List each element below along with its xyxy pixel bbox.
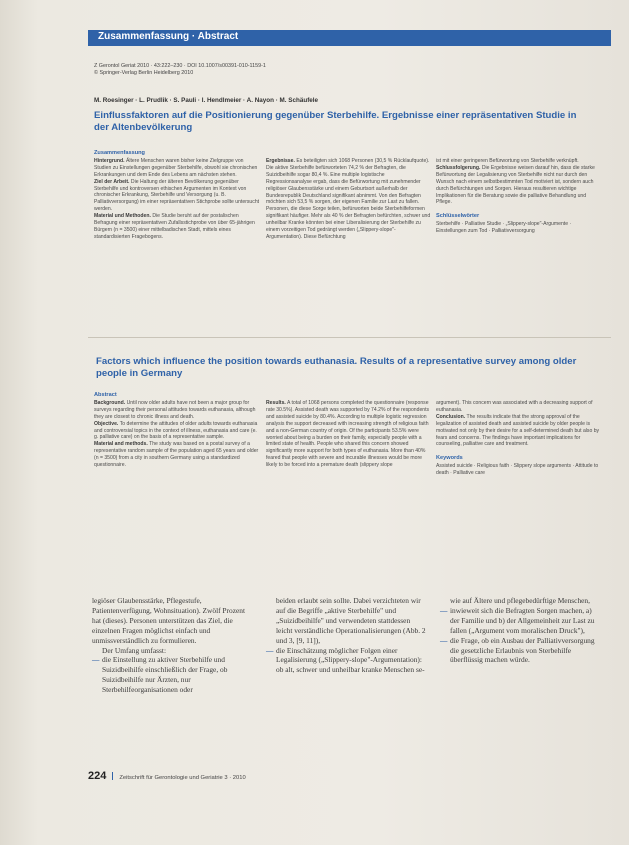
publication-info (94, 63, 266, 77)
en-results-text: A total of 1068 persons completed the questionnaire (response rate 30.5%). Assisted death was supported by 74.2% of the respondents and assisted suicide by 80.4%. According to multiple logistic regression analysis the support decreased with increasing strength of religious faith and a non-German country of origin. Of the participants 53.5% were worried about being a burden on their family, especially people with a limited state of health. People who shared this concern showed significantly more support for both types of euthanasia. More than 40% feared that people with severe and incurable illnesses would be more likely to be forced into a premature death (slippery slope (266, 400, 430, 469)
body-col1-text: legiöser Glaubensstärke, Pflegestufe, Patientenverfügung, Wohnsituation). Zwölf Prozent hat (dieses). Personen unterstützen das Ziel, die einzelnen Fragen möglichst einfach und unmissverständlich zu formulieren. (92, 596, 246, 645)
en-objective-text: To determine the attitudes of older adults towards euthanasia and controversial topics in the context of illness, euthanasia and care (e. g. palliative care) on the basis of a representative sample. (94, 420, 258, 441)
de-abstract-col-3 (436, 158, 601, 235)
de-methods-label: Material und Methoden. (94, 213, 151, 220)
page-footer (88, 770, 246, 782)
footer-journal: Zeitschrift für Gerontologie und Geriatrie 3 · 2010 (119, 775, 246, 781)
de-results-cont: ist mit einer geringeren Befürwortung von Sterbehilfe verknüpft. (436, 158, 579, 164)
de-results-text: Es beteiligten sich 1068 Personen (30,5 % Rücklaufquote). Die aktive Sterbehilfe befürworteten 74,2 % der Befragten, die Suizidbeihilfe sogar 80,4 %. Eine multiple logistische Regressionsanalyse ergab, dass die Befürwortung mit zunehmender religiöser Glaubensstärke und einem Geburtsort außerhalb der Bundesrepublik Deutschland signifikant abnimmt. Von den Befragten möchten sich 53,5 % sorgen, der eigenen Familie zur Last zu fallen. Personen, die diese Sorge teilen, befürworten beide Sterbehilfeformen signifikant häufiger. Mehr als 40 % der Befragten befürchten, schwer und unheilbar Kranke könnten bei einer Liberalisierung der Sterbehilfe zu einem vorzeitigen Tod gedrängt werden („Slippery-slope"-Argumentation). Diese Befürchtung (266, 158, 431, 240)
body-col1-subheading: Der Umfang umfasst: (102, 645, 167, 655)
de-objective-text: Die Haltung der älteren Bevölkerung gegenüber Sterbehilfe und kontroversen ethischen Argumenten im Kontext von chronischer Erkrankung, Sterbehilfe und Versorgung (u. B. Palliativversorgung) im einer repräsentativen Stichprobe sollte untersucht werden. (94, 178, 260, 213)
body-col-2 (266, 596, 428, 675)
abstract-banner (88, 30, 611, 46)
page-number: 224 (88, 770, 107, 782)
en-methods-text: The study was based on a postal survey of a representative random sample of the population aged 65 years and older (n = 3500) from a city in southern Germany using a standardized questionnaire. (94, 441, 259, 469)
en-conclusion-text: The results indicate that the strong approval of the legalization of assisted death and assisted suicide by older people is motivated not only by their desire for a self-determined death but also by fears and concerns. The findings have important implications for counseling, palliative care and treatment. (436, 413, 600, 448)
de-conclusion-label: Schlussfolgerung. (436, 164, 481, 171)
body-col2-bullet: — die Einschätzung möglicher Folgen einer Legalisierung („Slippery-slope"-Argumentation): ob alt, schwer und unheilbar kranke Menschen se- (276, 646, 428, 676)
en-abstract-col-2 (266, 400, 431, 469)
journal-citation: Z Gerontol Geriat 2010 · 43:222–230 · DOI 10.1007/s00391-010-1159-1 (94, 63, 266, 69)
en-abstract-heading: Abstract (94, 392, 117, 398)
english-title: Factors which influence the position towards euthanasia. Results of a representative survey among older people in Germany (96, 356, 577, 379)
body-col2-text: beiden erlaubt sein sollte. Dabei verzichteten wir auf die Begriffe „aktive Sterbehilfe" und „Suizidbeihilfe" und verwendeten stattdessen leicht verständliche Operationalisierungen (Abb. 2 und 3, [9, 11]), (276, 596, 426, 645)
de-abstract-heading: Zusammenfassung (94, 150, 145, 156)
en-background-text: Until now older adults have not been a major group for surveys regarding their personal attitudes towards euthanasia, although they are closest to chronic illness and death. (94, 399, 256, 420)
body-col3-bullet-1: — inwieweit sich die Befragten Sorgen machen, a) der Familie und b) der Allgemeinheit zur Last zu fallen („Argument vom moralischen Druck"), (450, 606, 600, 636)
de-conclusion-text: Die Ergebnisse weisen darauf hin, dass die starke Befürwortung der Legalisierung von Sterbehilfe nicht nur durch den Wunsch nach einem selbstbestimmten Tod motiviert ist, sondern auch durch Befürchtungen und Sorgen. Hieraus resultieren wichtige Implikationen für die Beratung sowie die palliative Behandlung und Pflege. (436, 164, 595, 206)
de-keywords-heading: Schlüsselwörter (436, 213, 480, 220)
en-abstract-col-1 (94, 392, 260, 469)
body-col1-bullet: — die Einstellung zu aktiver Sterbehilfe und Suizidbeihilfe einschließlich der Frage, ob Suizidbeihilfe nur Ärzten, nur Sterbehilfeorganisationen oder (102, 655, 254, 695)
de-keywords: Sterbehilfe · Palliative Studie · „Slippery-slope"-Argumente · Einstellungen zum Tod · Palliativversorgung (436, 221, 572, 235)
author-list: M. Roesinger · L. Prudlik · S. Pauli · I. Hendlmeier · A. Nayon · M. Schäufele (94, 97, 319, 104)
body-col-1 (92, 596, 254, 695)
de-abstract-col-2 (266, 158, 431, 241)
en-results-label: Results. (266, 400, 286, 406)
footer-divider (112, 772, 113, 780)
banner-title: Zusammenfassung · Abstract (98, 31, 239, 42)
body-col3-text: wie auf Ältere und pflegebedürftige Menschen, (450, 596, 590, 605)
publisher-line: © Springer-Verlag Berlin Heidelberg 2010 (94, 70, 194, 76)
de-background-label: Hintergrund. (94, 157, 125, 164)
abstract-divider (88, 337, 611, 338)
en-results-cont: argument). This concern was associated with a decreasing support of euthanasia. (436, 400, 593, 413)
en-conclusion-label: Conclusion. (436, 413, 466, 420)
de-objective-label: Ziel der Arbeit. (94, 178, 130, 185)
body-col-3 (440, 596, 600, 665)
en-keywords: Assisted suicide · Religious faith · Slippery slope arguments · Attitude to death · Palliative care (436, 463, 599, 477)
de-abstract-col-1 (94, 150, 260, 241)
en-background-label: Background. (94, 399, 126, 406)
de-results-label: Ergebnisse. (266, 158, 295, 164)
german-title: Einflussfaktoren auf die Positionierung gegenüber Sterbehilfe. Ergebnisse einer repräsentativen Studie in der Altenbevölkerung (94, 110, 577, 133)
body-col3-bullet-2: — die Frage, ob ein Ausbau der Palliativversorgung die gesetzliche Erlaubnis von Sterbehilfe überflüssig machen würde. (450, 636, 600, 666)
en-objective-label: Objective. (94, 420, 119, 427)
de-background-text: Ältere Menschen waren bisher keine Zielgruppe von Studien zu Einstellungen gegenüber Sterbehilfe, obwohl sie chronischen Erkrankungen und dem Ende des Lebens am nächsten stehen. (94, 157, 258, 178)
de-methods-text: Die Studie beruht auf der postalischen Befragung einer repräsentativen Zufallsstichprobe von über 65-jährigen Bürgern (n = 3500) einer mittelbadischen Stadt, mittels eines standardisierten Fragebogens. (94, 213, 255, 240)
en-abstract-col-3 (436, 400, 601, 477)
en-methods-label: Material and methods. (94, 441, 148, 448)
en-keywords-heading: Keywords (436, 455, 463, 462)
